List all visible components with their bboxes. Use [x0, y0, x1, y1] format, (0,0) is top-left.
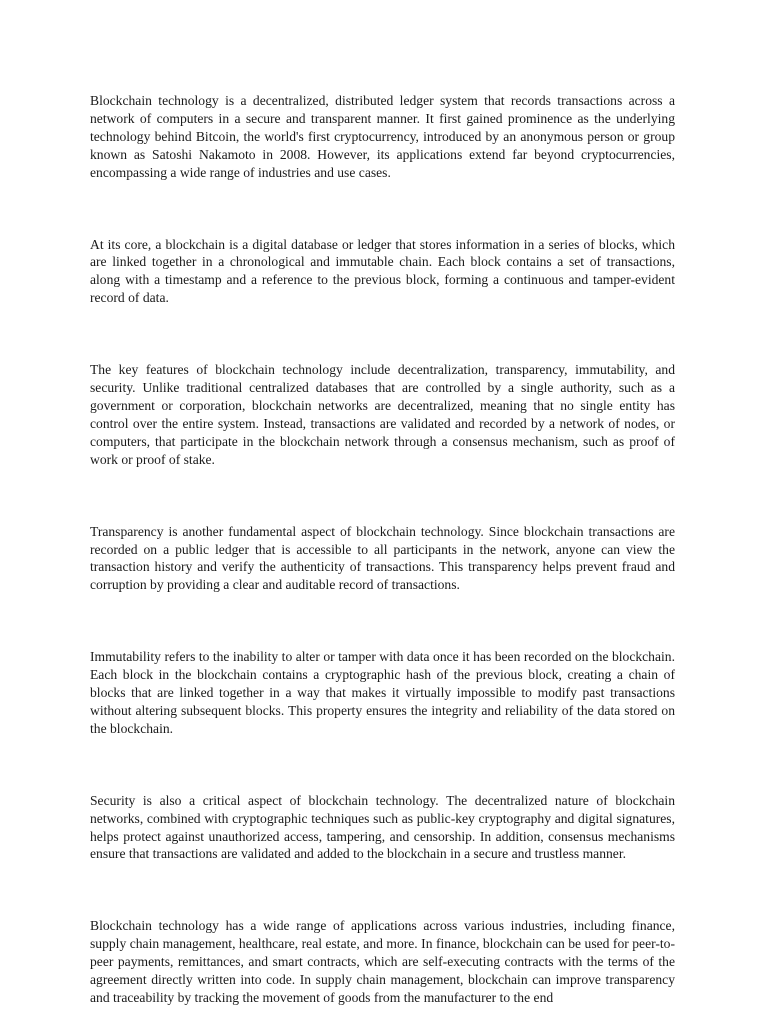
paragraph-key-features: The key features of blockchain technology include decentralization, transparency, immutability, and security. Unlike traditional centralized databases that are controlled by a single authority, such as a government or corporation, blockchain networks are decentralized, meaning that no single entity has control over the entire system. Instead, transactions are validated and recorded by a network of nodes, or computers, that participate in the blockchain network through a consensus mechanism, such as proof of work or proof of stake.: [90, 362, 675, 467]
paragraph-security: Security is also a critical aspect of blockchain technology. The decentralized nature of blockchain networks, combined with cryptographic techniques such as public-key cryptography and digital signatures, helps protect against unauthorized access, tampering, and censorship. In addition, consensus mechanisms ensure that transactions are validated and added to the blockchain in a secure and trustless manner.: [90, 792, 675, 862]
paragraph-intro: Blockchain technology is a decentralized, distributed ledger system that records transactions across a network of computers in a secure and transparent manner. It first gained prominence as the underlying technology behind Bitcoin, the world's first cryptocurrency, introduced by an anonymous person or group known as Satoshi Nakamoto in 2008. However, its applications extend far beyond cryptocurrencies, encompassing a wide range of industries and use cases.: [90, 93, 675, 180]
document-page: [90, 92, 675, 1007]
paragraph-applications: Blockchain technology has a wide range of applications across various industries, including finance, supply chain management, healthcare, real estate, and more. In finance, blockchain can be used for peer-to-peer payments, remittances, and smart contracts, which are self-executing contracts with the terms of the agreement directly written into code. In supply chain management, blockchain can improve transparency and traceability by tracking the movement of goods from the manufacturer to the end: [90, 918, 675, 1005]
paragraph-immutability: Immutability refers to the inability to alter or tamper with data once it has been recorded on the blockchain. Each block in the blockchain contains a cryptographic hash of the previous block, creating a chain of blocks that are linked together in a way that makes it virtually impossible to modify past transactions without altering subsequent blocks. This property ensures the integrity and reliability of the data stored on the blockchain.: [90, 649, 675, 736]
paragraph-transparency: Transparency is another fundamental aspect of blockchain technology. Since blockchain transactions are recorded on a public ledger that is accessible to all participants in the network, anyone can view the transaction history and verify the authenticity of transactions. This transparency helps prevent fraud and corruption by providing a clear and auditable record of transactions.: [90, 523, 675, 593]
paragraph-core: At its core, a blockchain is a digital database or ledger that stores information in a series of blocks, which are linked together in a chronological and immutable chain. Each block contains a set of transactions, along with a timestamp and a reference to the previous block, forming a continuous and tamper-evident record of data.: [90, 236, 675, 306]
